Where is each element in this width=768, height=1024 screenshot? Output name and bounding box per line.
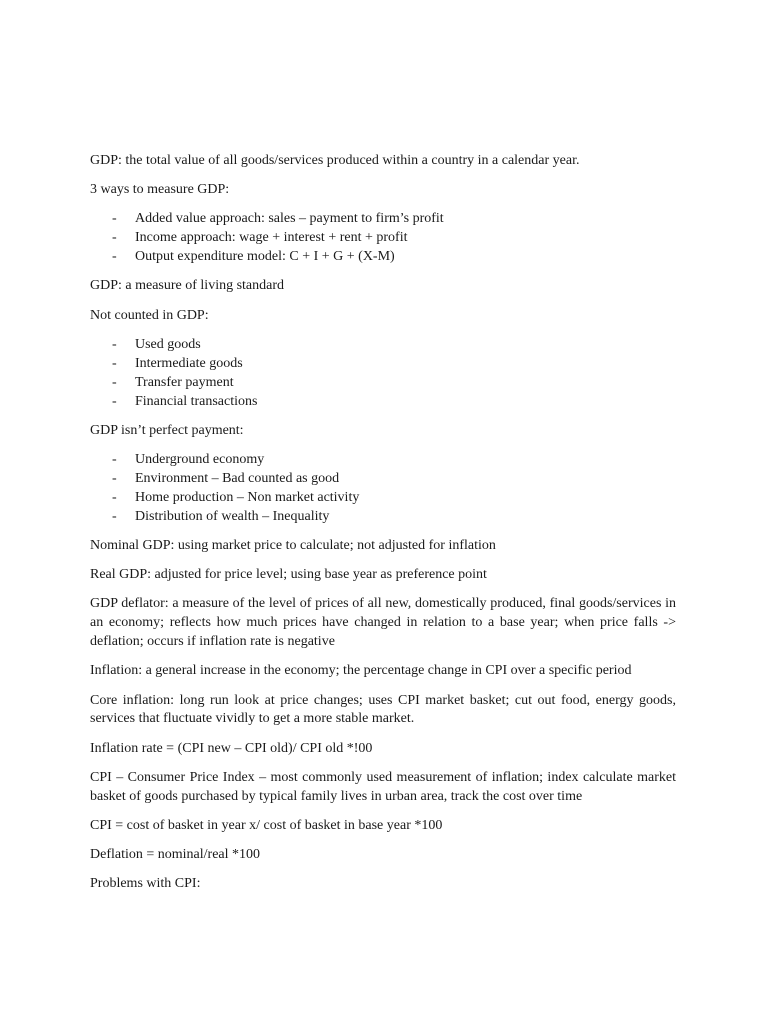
not-counted-heading: Not counted in GDP: [90,307,209,323]
not-counted-list [90,336,676,412]
core-inflation-text: Core inflation: long run look at price changes; uses CPI market basket; cut out food, energy goods, services that fluctuate vividly to get a more stable market. [90,692,676,727]
list-item [90,210,676,229]
document-page [90,152,676,905]
bullet-dash: - [112,355,117,371]
list-item [90,508,676,527]
deflation-formula: Deflation = nominal/real *100 [90,847,261,863]
list-item [90,374,676,393]
bullet-dash: - [112,211,117,227]
list-item-text: Underground economy [135,451,265,467]
bullet-dash: - [112,249,117,265]
list-item [90,336,676,355]
list-item-text: Transfer payment [135,374,234,390]
list-item [90,470,676,489]
bullet-dash: - [112,508,117,524]
list-item-text: Distribution of wealth – Inequality [135,508,330,524]
nominal-gdp-text: Nominal GDP: using market price to calculate; not adjusted for inflation [90,537,496,553]
not-perfect-heading: GDP isn’t perfect payment: [90,422,244,438]
cpi-formula: CPI = cost of basket in year x/ cost of basket in base year *100 [90,817,443,833]
list-item-text: Income approach: wage + interest + rent + profit [135,230,408,246]
bullet-dash: - [112,374,117,390]
list-item-text: Used goods [135,336,201,352]
list-item [90,229,676,248]
list-item [90,248,676,267]
ways-to-measure-list [90,210,676,267]
list-item-text: Output expenditure model: C + I + G + (X-M) [135,249,395,265]
list-item [90,451,676,470]
list-item [90,393,676,412]
bullet-dash: - [112,451,117,467]
cpi-definition: CPI – Consumer Price Index – most commonly used measurement of inflation; index calculate market basket of goods purchased by typical family lives in urban area, track the cost over time [90,769,676,804]
list-item-text: Home production – Non market activity [135,489,360,505]
gdp-definition: GDP: the total value of all goods/services produced within a country in a calendar year. [90,153,580,168]
gdp-deflator-text: GDP deflator: a measure of the level of prices of all new, domestically produced, final goods/services in an economy; reflects how much prices have changed in relation to a base year; when price falls -> deflation; occurs if inflation rate is negative [90,596,676,650]
list-item-text: Environment – Bad counted as good [135,470,340,486]
ways-to-measure-heading: 3 ways to measure GDP: [90,182,230,198]
inflation-text: Inflation: a general increase in the economy; the percentage change in CPI over a specific period [90,663,632,679]
real-gdp-text: Real GDP: adjusted for price level; using base year as preference point [90,567,487,583]
bullet-dash: - [112,336,117,352]
list-item-text: Added value approach: sales – payment to firm’s profit [135,211,444,227]
list-item [90,489,676,508]
bullet-dash: - [112,470,117,486]
list-item-text: Intermediate goods [135,355,243,371]
bullet-dash: - [112,489,117,505]
problems-with-cpi-heading: Problems with CPI: [90,876,201,892]
not-perfect-list [90,451,676,527]
list-item-text: Financial transactions [135,393,258,409]
bullet-dash: - [112,230,117,246]
bullet-dash: - [112,393,117,409]
living-standard-text: GDP: a measure of living standard [90,278,285,294]
inflation-rate-formula: Inflation rate = (CPI new – CPI old)/ CPI old *!00 [90,740,373,756]
list-item [90,355,676,374]
